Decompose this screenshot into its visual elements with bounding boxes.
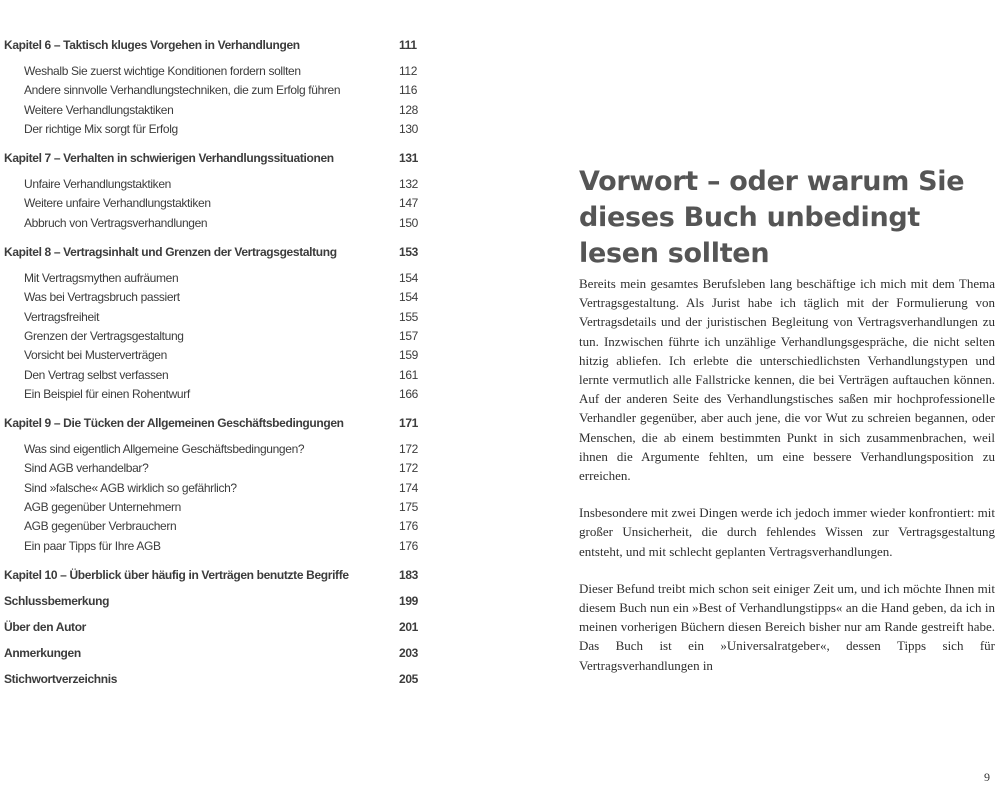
toc-entry-title: Abbruch von Vertragsverhandlungen (24, 215, 208, 230)
toc-chapter (0, 36, 430, 54)
toc-entry (0, 308, 430, 327)
foreword-title: Vorwort – oder warum Sie dieses Buch unbedingt lesen sollten (579, 166, 965, 269)
toc-chapter-page: 203 (399, 645, 418, 660)
toc-entry (0, 440, 430, 459)
toc-entry (0, 498, 430, 517)
foreword-paragraph: Dieser Befund treibt mich schon seit einiger Zeit um, und ich möchte Ihnen mit diesem Buch nun ein »Best of Verhandlungstipps« an die Hand geben, da ich in meinen vorherigen Büchern diesen Bereich bisher nur am Rande gestreift habe. Das Buch ist ein »Universalratgeber«, dessen Tipps sich für Vertragsverhandlungen in (579, 580, 995, 673)
toc-entry-title: Unfaire Verhandlungstaktiken (24, 177, 171, 192)
toc-entry-page: 132 (399, 177, 418, 192)
toc-entry (0, 459, 430, 478)
toc-chapter-page: 201 (399, 619, 418, 634)
toc-chapter (0, 592, 430, 610)
toc-entry-title: Sind »falsche« AGB wirklich so gefährlich? (24, 480, 237, 495)
toc-chapter-title: Kapitel 6 – Taktisch kluges Vorgehen in Verhandlungen (4, 38, 300, 52)
toc-chapter-title: Über den Autor (4, 619, 86, 634)
toc-chapter-title: Stichwortverzeichnis (4, 671, 118, 686)
toc-entry (0, 537, 430, 556)
toc-entry-title: Ein paar Tipps für Ihre AGB (24, 538, 161, 553)
toc-chapter-page: 111 (399, 38, 417, 52)
toc-entry-page: 176 (399, 538, 418, 553)
toc-entry-title: Der richtige Mix sorgt für Erfolg (24, 121, 178, 136)
toc-entry-page: 174 (399, 480, 418, 495)
toc-entry-title: Was sind eigentlich Allgemeine Geschäftsbedingungen? (24, 442, 305, 457)
toc-entry (0, 62, 430, 81)
page-number: 9 (984, 770, 990, 784)
toc-entry (0, 175, 430, 194)
toc-entry (0, 517, 430, 536)
toc-entry (0, 81, 430, 100)
toc-entry-page: 116 (399, 83, 418, 98)
toc-entry (0, 346, 430, 365)
toc-entry-page: 147 (399, 196, 418, 211)
toc-chapter (0, 243, 430, 261)
toc-entry-title: Den Vertrag selbst verfassen (24, 367, 169, 382)
toc-chapter-title: Anmerkungen (4, 645, 81, 660)
toc-entry-title: Weitere unfaire Verhandlungstaktiken (24, 196, 211, 211)
toc-chapter (0, 644, 430, 662)
foreword-body (579, 274, 995, 693)
toc-entry-title: Weitere Verhandlungstaktiken (24, 102, 174, 117)
toc-entry-page: 128 (399, 102, 418, 117)
foreword-paragraph: Bereits mein gesamtes Berufsleben lang beschäftige ich mich mit dem Thema Vertragsgestaltung. Als Jurist habe ich täglich mit der Formulierung von Vertragsdetails und der juristischen Begleitung von Vertragsverhandlungen zu tun. Inzwischen führte ich unzählige Verhandlungsgespräche, die nicht selten hitzig abliefen. Ich erlebte die unterschiedlichsten Verhandlungstypen und lernte vermutlich alle Fallstricke kennen, die bei Verträgen auftauchen können. Auf der anderen Seite des Verhandlungstisches saßen mir hochprofessionelle Verhandler gegenüber, aber auch jene, die vor Wut zu schreien begannen, oder Menschen, die ab einem bestimmten Punkt in sich zusammenbrachen, weil ihnen die Argumente fehlten, um eine bessere Verhandlungsposition zu erreichen. (579, 276, 995, 484)
toc-entry (0, 269, 430, 288)
toc-entry-list (0, 62, 430, 139)
toc-entry-title: Ein Beispiel für einen Rohentwurf (24, 386, 190, 401)
toc-chapter (0, 414, 430, 432)
toc-entry-title: Vertragsfreiheit (24, 309, 100, 324)
toc-entry (0, 366, 430, 385)
toc-chapter (0, 670, 430, 688)
foreword-paragraph: Insbesondere mit zwei Dingen werde ich jedoch immer wieder konfrontiert: mit großer Unsicherheit, die durch fehlendes Wissen zur Vertragsgestaltung entsteht, und mit schlecht geplanten Vertragsverhandlungen. (579, 505, 995, 559)
toc-entry (0, 288, 430, 307)
toc-entry-page: 155 (399, 309, 418, 324)
toc-entry (0, 479, 430, 498)
toc-entry (0, 101, 430, 120)
toc-chapter-page: 131 (399, 151, 418, 166)
toc-entry-page: 157 (399, 328, 418, 343)
toc-entry (0, 120, 430, 139)
toc-chapter-title: Kapitel 10 – Überblick über häufig in Verträgen benutzte Begriffe (4, 567, 349, 582)
toc-entry-page: 172 (399, 442, 418, 457)
toc-chapter-page: 183 (399, 567, 418, 582)
toc-entry (0, 385, 430, 404)
toc-entry-title: Was bei Vertragsbruch passiert (24, 290, 180, 305)
toc-entry-title: AGB gegenüber Unternehmern (24, 500, 182, 515)
toc-entry (0, 194, 430, 213)
toc-entry-page: 150 (399, 215, 418, 230)
toc-entry-list (0, 269, 430, 404)
toc-entry-title: Andere sinnvolle Verhandlungstechniken, die zum Erfolg führen (24, 83, 341, 98)
toc-entry-page: 154 (399, 290, 418, 305)
toc-chapter (0, 566, 430, 584)
toc-entry-page: 172 (399, 461, 418, 476)
toc-entry-page: 154 (399, 271, 418, 286)
toc-entry-page: 112 (399, 64, 418, 78)
toc-entry-title: AGB gegenüber Verbrauchern (24, 519, 177, 534)
toc-chapter (0, 149, 430, 167)
toc-entry (0, 214, 430, 233)
toc-entry-title: Vorsicht bei Musterverträgen (24, 348, 167, 363)
toc-chapter-page: 171 (399, 416, 418, 431)
toc-chapter-title: Kapitel 9 – Die Tücken der Allgemeinen Geschäftsbedingungen (4, 416, 344, 431)
toc-chapter-page: 205 (399, 671, 418, 686)
toc-entry-list (0, 175, 430, 233)
toc-entry-page: 175 (399, 500, 418, 515)
toc-entry-list (0, 440, 430, 556)
toc-entry-page: 166 (399, 386, 418, 401)
toc-entry-title: Sind AGB verhandelbar? (24, 461, 149, 476)
table-of-contents (0, 36, 430, 688)
toc-entry-title: Mit Vertragsmythen aufräumen (24, 271, 179, 286)
toc-entry-page: 161 (399, 367, 418, 382)
toc-chapter-title: Kapitel 8 – Vertragsinhalt und Grenzen der Vertragsgestaltung (4, 245, 337, 260)
toc-entry-page: 130 (399, 121, 418, 136)
toc-entry (0, 327, 430, 346)
toc-entry-page: 159 (399, 348, 418, 363)
toc-entry-title: Weshalb Sie zuerst wichtige Konditionen fordern sollten (24, 64, 301, 78)
toc-chapter-page: 153 (399, 245, 418, 260)
toc-chapter-page: 199 (399, 593, 418, 608)
toc-chapter-title: Kapitel 7 – Verhalten in schwierigen Verhandlungssituationen (4, 151, 334, 166)
toc-chapter (0, 618, 430, 636)
toc-entry-page: 176 (399, 519, 418, 534)
toc-entry-title: Grenzen der Vertragsgestaltung (24, 328, 184, 343)
toc-chapter-title: Schlussbemerkung (4, 593, 110, 608)
